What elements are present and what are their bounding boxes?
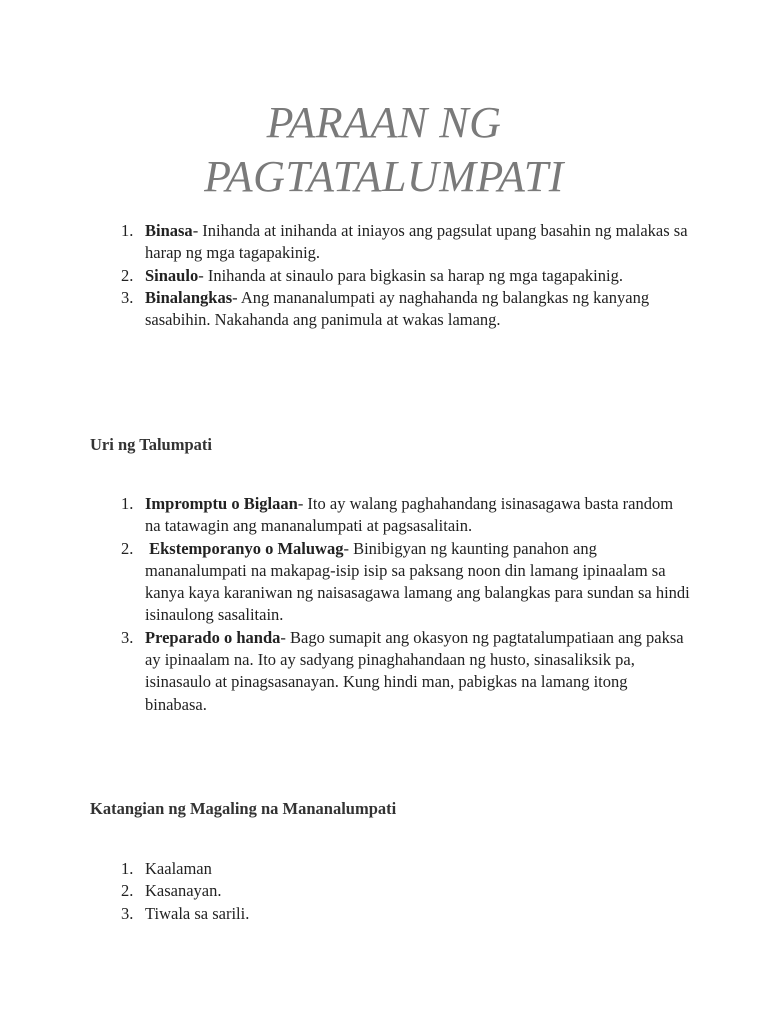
list-text: - Inihanda at inihanda at iniayos ang pagsulat upang basahin ng malakas sa harap ng mga tagapakinig.	[145, 221, 688, 263]
title-line-1: PARAAN NG	[266, 98, 502, 147]
list-item	[90, 627, 690, 716]
list-number: 3.	[121, 903, 134, 923]
katangian-list	[90, 858, 690, 925]
list-item	[90, 538, 690, 627]
section-heading-uri: Uri ng Talumpati	[90, 435, 212, 454]
list-text: - Bago sumapit ang okasyon ng pagtatalumpatiaan ang paksa ay ipinaalam na. Ito ay sadyang pinaghahandaan ng husto, sinasaliksik pa, isinasaulo at pinagsasanayan. Kung hindi man, pabigkas na lamang itong binabasa.	[145, 627, 684, 714]
list-number: 2.	[121, 538, 134, 558]
list-item	[90, 880, 690, 902]
list-number: 2.	[121, 881, 134, 901]
list-text: Kasanayan.	[145, 881, 222, 901]
list-term: Sinaulo	[145, 265, 199, 285]
title-line-2: PAGTATALUMPATI	[204, 152, 564, 201]
list-term: Binalangkas	[145, 287, 233, 307]
list-number: 3.	[121, 287, 134, 307]
list-item	[90, 858, 690, 880]
list-text: - Ito ay walang paghahandang isinasagawa basta random na tatawagin ang mananalumpati at pagsasalitain.	[145, 494, 674, 536]
list-text: - Inihanda at sinaulo para bigkasin sa harap ng mga tagapakinig.	[198, 265, 623, 285]
list-item	[90, 903, 690, 925]
list-term: Impromptu o Biglaan	[145, 494, 298, 513]
list-number: 1.	[121, 221, 134, 240]
list-text: Kaalaman	[145, 859, 212, 878]
list-number: 2.	[121, 265, 134, 285]
list-number: 1.	[121, 494, 134, 513]
list-item	[90, 220, 690, 265]
list-text: - Binibigyan ng kaunting panahon ang mananalumpati na makapag-isip isip sa paksang noon din lamang ipinaalam sa kanya kaya karaniwan ng naisasagawa lamang ang balangkas para sundan sa hindi isinaulong sasalitain.	[145, 538, 690, 625]
list-number: 1.	[121, 859, 134, 878]
list-item	[90, 493, 690, 538]
list-item	[90, 265, 690, 287]
list-item	[90, 287, 690, 332]
document-title	[0, 96, 768, 204]
section-heading-katangian: Katangian ng Magaling na Mananalumpati	[90, 799, 397, 818]
list-text: - Ang mananalumpati ay naghahanda ng balangkas ng kanyang sasabihin. Nakahanda ang panimula at wakas lamang.	[145, 287, 650, 330]
list-text: Tiwala sa sarili.	[145, 903, 250, 923]
paraan-list	[90, 220, 690, 331]
list-term: Binasa	[145, 221, 193, 240]
uri-list	[90, 493, 690, 716]
list-term: Preparado o handa	[145, 627, 281, 647]
list-number: 3.	[121, 627, 134, 647]
list-term: Ekstemporanyo o Maluwag	[145, 538, 344, 558]
